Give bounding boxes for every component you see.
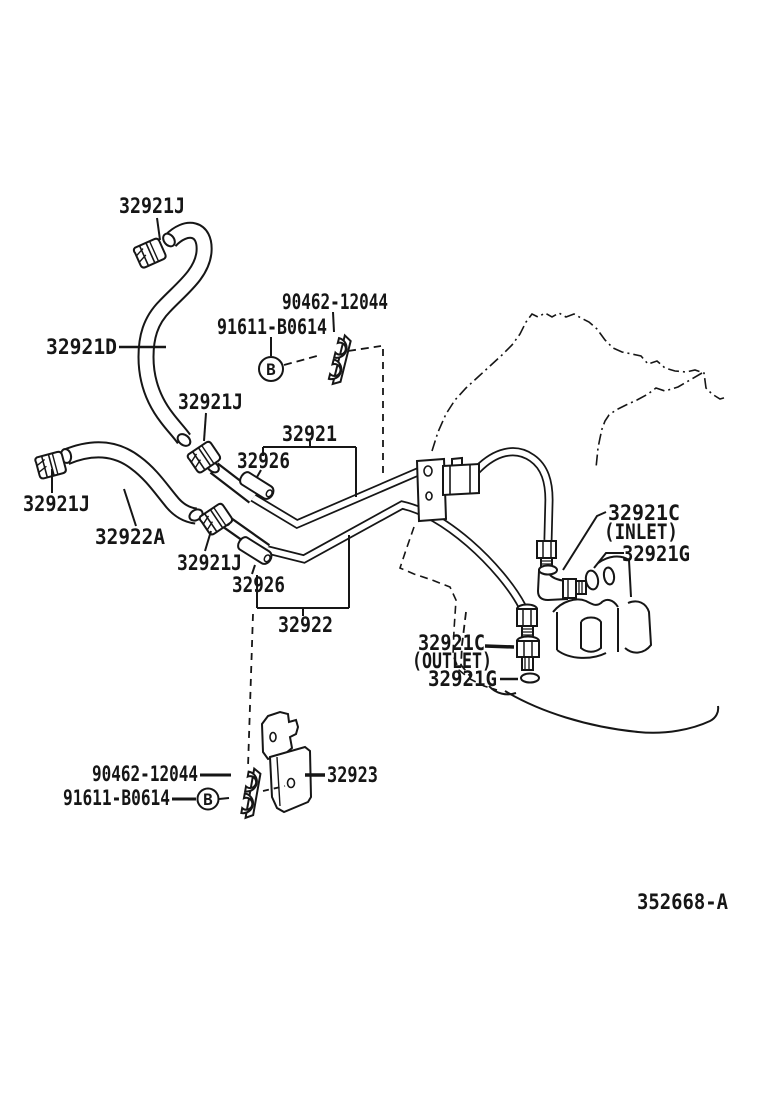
label-clamp-outlet-tube: 32921J: [177, 551, 242, 575]
clip-upper: [328, 334, 352, 385]
label-tube-inlet: 32921: [282, 422, 337, 446]
oil-pan-outline: [505, 691, 718, 733]
label-clamp-hose-left: 32921J: [23, 492, 90, 516]
label-clip-upper: 90462-12044: [282, 290, 388, 314]
label-union-inlet-note: (INLET): [604, 520, 678, 544]
tube-mount-bracket: [417, 458, 479, 521]
part-labels: [23, 194, 728, 914]
label-hose-inlet-no2: 32921D: [46, 335, 117, 359]
label-union-outlet: 32921C: [418, 631, 485, 655]
label-union-outlet-note: (OUTLET): [412, 649, 492, 673]
label-bracket: 32923: [327, 763, 378, 787]
label-grommet-outlet: 32926: [232, 573, 285, 597]
bolt-symbol-lower: [198, 789, 219, 810]
label-union-inlet: 32921C: [608, 501, 680, 525]
outlet-union-fitting: [517, 605, 539, 671]
label-gasket-inlet: 32921G: [622, 542, 690, 566]
bolt-symbol-lower-letter: B: [203, 790, 213, 809]
clamp-hose-left: [35, 451, 67, 479]
label-bolt-upper: 91611-B0614: [217, 315, 327, 339]
bracket-32923: [262, 712, 311, 812]
bolt-symbol-upper: [259, 357, 283, 381]
label-tube-outlet: 32922: [278, 613, 333, 637]
clamp-top: [133, 238, 167, 269]
label-bolt-lower: 91611-B0614: [63, 786, 170, 810]
label-grommet-inlet: 32926: [237, 449, 290, 473]
label-clamp-top: 32921J: [119, 194, 185, 218]
inlet-union-elbow: [537, 541, 586, 600]
clip-lower: [241, 768, 262, 819]
figure-code: 352668-A: [637, 890, 729, 914]
label-gasket-outlet: 32921G: [428, 667, 497, 691]
label-clip-lower: 90462-12044: [92, 762, 198, 786]
label-clamp-inlet-tube: 32921J: [178, 390, 243, 414]
label-hose-outlet-no2: 32922A: [95, 525, 166, 549]
bolt-symbol-upper-letter: B: [266, 360, 276, 379]
outlet-o-ring: [521, 674, 539, 683]
inlet-port-hole: [603, 567, 616, 585]
